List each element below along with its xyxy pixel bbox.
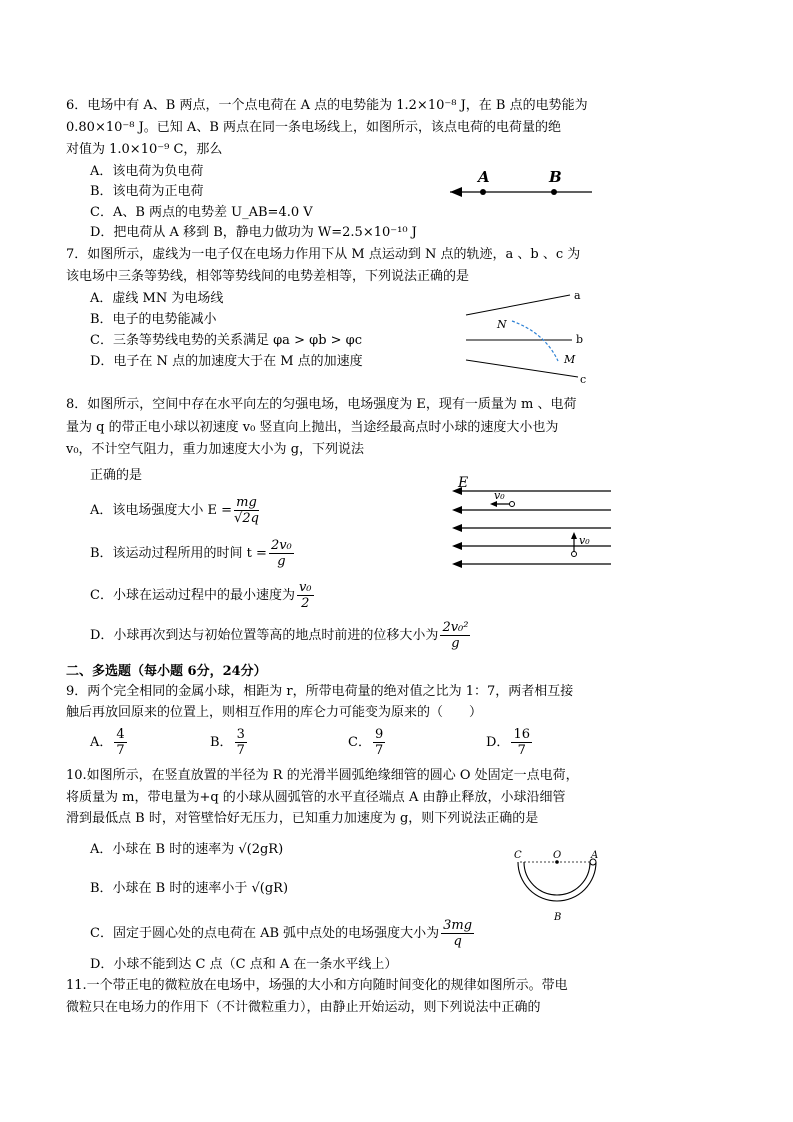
- numerator: mg: [234, 495, 259, 511]
- label-v0-top: v₀: [494, 489, 505, 502]
- label-a: a: [574, 289, 581, 302]
- q8-option-a: [90, 495, 261, 526]
- q11-stem-line-2: 微粒只在电场力的作用下（不计微粒重力），由静止开始运动，则下列说法中正确的: [66, 1000, 541, 1015]
- field-lines: [454, 491, 611, 564]
- q6-stem-line-1: 6．电场中有 A、B 两点，一个点电荷在 A 点的电势能为 1.2×10⁻⁸ J，在 B 点的电势能为: [66, 98, 588, 113]
- q9-stem-line-2: 触后再放回原来的位置上，则相互作用的库仑力可能变为原来的（ ）: [66, 705, 483, 720]
- q9-option-b: [210, 727, 249, 758]
- q6-field-line-figure: [440, 165, 610, 205]
- q6-option-c: C．A、B 两点的电势差 U_AB=4.0 V: [90, 205, 313, 220]
- fraction: [114, 727, 126, 758]
- point-b: [551, 189, 557, 195]
- option-text: A．该电场强度大小 E =: [90, 503, 233, 518]
- q8-option-b: [90, 538, 296, 569]
- q8-stem-line-1: 8．如图所示，空间中存在水平向左的匀强电场，电场强度为 E，现有一质量为 m 、电荷: [66, 397, 577, 412]
- fraction: [235, 727, 247, 758]
- fraction: [269, 538, 294, 569]
- label-e: E: [458, 475, 469, 491]
- denominator: 7: [236, 743, 245, 758]
- field-arrowheads: [452, 487, 462, 568]
- q10-option-a: A．小球在 B 时的速率为 √(2gR): [90, 842, 284, 857]
- bottom-velocity-arrowhead: [571, 532, 577, 539]
- q8-stem-line-4: 正确的是: [90, 468, 143, 483]
- numerator: 3mg: [443, 918, 473, 933]
- label-c: c: [580, 373, 587, 385]
- fraction: [441, 918, 474, 949]
- q8-option-d: [90, 620, 472, 651]
- denominator: 7: [116, 743, 125, 758]
- fraction: [234, 495, 259, 526]
- q7-option-a: A．虚线 MN 为电场线: [90, 291, 224, 306]
- q9-option-d: [486, 727, 534, 758]
- denominator: g: [451, 636, 460, 651]
- q7-option-b: B．电子的电势能减小: [90, 312, 217, 327]
- option-label: D．: [486, 735, 510, 750]
- ball-top: [510, 502, 515, 507]
- q6-stem-line-3: 对值为 1.0×10⁻⁹ C，那么: [66, 142, 223, 157]
- option-text: B．该运动过程所用的时间 t =: [90, 546, 267, 561]
- q8-stem-line-3: v₀，不计空气阻力，重力加速度大小为 g，下列说法: [66, 442, 365, 457]
- q7-stem-line-2: 该电场中三条等势线，相邻等势线间的电势差相等，下列说法正确的是: [66, 269, 470, 284]
- equipotential-c: [466, 360, 578, 377]
- electron-trajectory: [512, 321, 558, 361]
- option-label: B．: [210, 735, 233, 750]
- q10-stem-line-3: 滑到最低点 B 时，对管壁恰好无压力，已知重力加速度为 g，则下列说法正确的是: [66, 811, 539, 826]
- fraction: [373, 727, 385, 758]
- numerator: 16: [513, 727, 530, 742]
- denominator: g: [277, 554, 286, 569]
- point-a: [480, 189, 486, 195]
- option-label: A．: [90, 735, 113, 750]
- label-a: A: [591, 850, 599, 861]
- q9-stem-line-1: 9．两个完全相同的金属小球，相距为 r，所带电荷量的绝对值之比为 1：7，两者相互接: [66, 684, 574, 699]
- label-o: O: [553, 850, 562, 861]
- numerator: 3: [236, 727, 245, 742]
- q11-stem-line-1: 11.一个带正电的微粒放在电场中，场强的大小和方向随时间变化的规律如图所示。带电: [66, 978, 568, 993]
- numerator: 2v₀²: [442, 620, 469, 635]
- q6-option-d: D．把电荷从 A 移到 B，静电力做功为 W=2.5×10⁻¹⁰ J: [90, 225, 417, 240]
- label-c: C: [514, 850, 522, 861]
- denominator: 2: [301, 596, 310, 611]
- q10-stem-line-2: 将质量为 m，带电量为+q 的小球从圆弧管的水平直径端点 A 由静止释放，小球沿细管: [66, 790, 566, 805]
- option-text: D．小球再次到达与初始位置等高的地点时前进的位移大小为: [90, 628, 439, 643]
- q10-semicircle-tube-figure: [508, 848, 608, 930]
- denominator: 7: [374, 743, 384, 758]
- denominator: √2q: [234, 511, 259, 526]
- tube-inner-wall: [524, 862, 590, 895]
- fraction: [440, 620, 470, 651]
- fraction: [511, 727, 532, 758]
- label-b: B: [549, 168, 562, 186]
- q6-option-a: A．该电荷为负电荷: [90, 164, 204, 179]
- q6-option-b: B．该电荷为正电荷: [90, 184, 204, 199]
- numerator: 9: [374, 727, 384, 742]
- q7-equipotential-figure: [460, 285, 600, 385]
- q10-option-d: D．小球不能到达 C 点（C 点和 A 在一条水平线上）: [90, 957, 398, 972]
- q7-stem-line-1: 7．如图所示，虚线为一电子仅在电场力作用下从 M 点运动到 N 点的轨迹，a 、b 、c 为: [66, 247, 581, 262]
- q10-option-c: [90, 918, 476, 949]
- equipotential-a: [466, 295, 570, 315]
- ball-bottom: [572, 552, 577, 557]
- fraction: [297, 580, 314, 611]
- option-text: C．小球在运动过程中的最小速度为: [90, 588, 295, 603]
- q7-option-d: D．电子在 N 点的加速度大于在 M 点的加速度: [90, 354, 363, 369]
- numerator: v₀: [298, 580, 312, 595]
- q8-electric-field-figure: [446, 474, 616, 572]
- section-multiple-choice-title: 二、多选题（每小题 6分，24分）: [66, 664, 267, 679]
- q10-option-b: B．小球在 B 时的速率小于 √(gR): [90, 881, 289, 896]
- option-text: C．固定于圆心处的点电荷在 AB 弧中点处的电场强度大小为: [90, 926, 440, 941]
- numerator: 4: [116, 727, 125, 742]
- label-a: A: [478, 168, 490, 186]
- label-m: M: [564, 353, 576, 366]
- q7-option-c: C．三条等势线电势的关系满足 φa > φb > φc: [90, 333, 363, 348]
- denominator: q: [453, 934, 462, 949]
- q8-option-c: [90, 580, 316, 611]
- label-n: N: [497, 318, 507, 331]
- label-b: b: [576, 333, 584, 346]
- field-arrow-left: [450, 187, 462, 197]
- option-label: C．: [348, 735, 371, 750]
- label-b: B: [554, 912, 562, 923]
- q10-stem-line-1: 10.如图所示，在竖直放置的半径为 R 的光滑半圆弧绝缘细管的圆心 O 处固定一点电荷，: [66, 768, 579, 783]
- denominator: 7: [517, 743, 526, 758]
- label-v0-bottom: v₀: [579, 534, 590, 547]
- q8-stem-line-2: 量为 q 的带正电小球以初速度 v₀ 竖直向上抛出，当途经最高点时小球的速度大小也为: [66, 420, 559, 435]
- numerator: 2v₀: [270, 538, 292, 553]
- q9-option-c: [348, 727, 387, 758]
- q6-stem-line-2: 0.80×10⁻⁸ J。已知 A、B 两点在同一条电场线上，如图所示，该点电荷的电荷量的绝: [66, 120, 562, 135]
- q9-option-a: [90, 727, 129, 758]
